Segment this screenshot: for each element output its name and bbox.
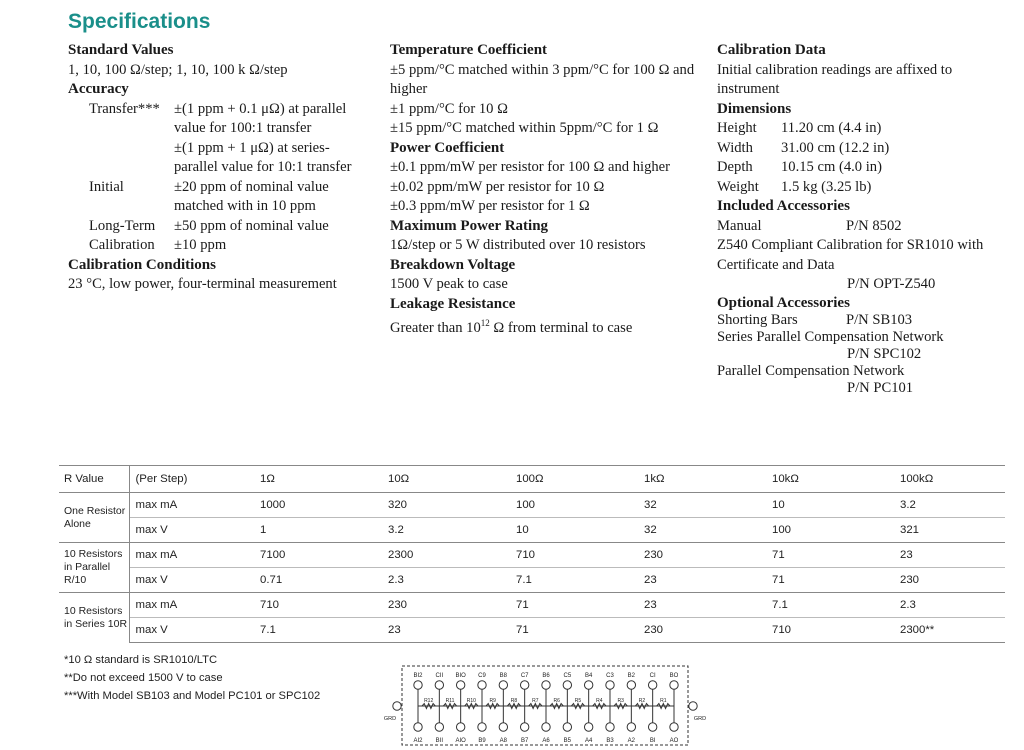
- table-row: [59, 518, 1005, 543]
- table-header-cell: R Value: [59, 466, 129, 493]
- terminal-bottom: [563, 723, 571, 731]
- terminal-bottom: [584, 723, 592, 731]
- table-header-cell: 100kΩ: [894, 466, 1005, 493]
- calibration-conditions-text: 23 °C, low power, four-terminal measurement: [68, 276, 337, 292]
- table-cell: 0.71: [254, 568, 382, 593]
- table-cell: 23: [382, 618, 510, 643]
- resistor-label: R11: [445, 698, 455, 704]
- depth-value: 10.15 cm (4.0 in): [781, 159, 882, 175]
- width-label: Width: [717, 139, 753, 156]
- terminal-top: [584, 681, 592, 689]
- breakdown-voltage-text: 1500 V peak to case: [390, 276, 508, 292]
- terminal-label-bottom: BII: [435, 738, 444, 744]
- terminal-label-bottom: A2: [627, 738, 636, 744]
- table-cell: 10: [510, 518, 638, 543]
- table-cell: max mA: [129, 493, 254, 518]
- calibration-data-heading: Calibration Data: [717, 42, 826, 58]
- manual-row: [717, 217, 1017, 237]
- terminal-bottom: [670, 723, 678, 731]
- table-row: [59, 618, 1005, 643]
- power-coefficient-heading: Power Coefficient: [390, 139, 505, 156]
- leakage-resistance-heading: Leakage Resistance: [390, 295, 516, 312]
- max-power-heading: Maximum Power Rating: [390, 217, 549, 234]
- table-cell: 71: [510, 618, 638, 643]
- table-cell: 7.1: [766, 593, 894, 618]
- terminal-label-top: B8: [499, 673, 508, 679]
- table-cell: 710: [254, 593, 382, 618]
- table-cell: 32: [638, 518, 766, 543]
- ratings-table-wrapper: [59, 465, 1005, 643]
- spcn-text: Series Parallel Compensation Network: [717, 328, 944, 345]
- terminal-label-bottom: B5: [563, 738, 572, 744]
- table-cell: 71: [510, 593, 638, 618]
- table-row: [59, 493, 1005, 518]
- table-cell: 7100: [254, 543, 382, 568]
- leakage-exponent: 12: [480, 318, 490, 328]
- terminal-label-bottom: AO: [669, 738, 679, 744]
- terminal-label-bottom: A4: [584, 738, 593, 744]
- table-cell: 710: [766, 618, 894, 643]
- longterm-value: ±50 ppm of nominal value: [174, 217, 329, 234]
- table-cell: 2.3: [894, 593, 1005, 618]
- dim-depth-row: [717, 158, 1017, 178]
- power-coefficient-2: ±0.02 ppm/mW per resistor for 10 Ω: [390, 178, 605, 195]
- table-cell: 32: [638, 493, 766, 518]
- terminal-bottom: [542, 723, 550, 731]
- resistor-label: R5: [574, 698, 582, 704]
- terminal-label-bottom: A6: [542, 738, 550, 744]
- resistor-label: R10: [466, 698, 476, 704]
- terminal-label-top: C3: [606, 673, 614, 679]
- accuracy-transfer-row: [68, 100, 368, 178]
- resistor-label: R8: [510, 698, 518, 704]
- resistor-label: R3: [617, 698, 624, 704]
- terminal-bottom: [499, 723, 507, 731]
- terminal-label-bottom: B7: [520, 738, 529, 744]
- footnote: ***With Model SB103 and Model PC101 or SPC102: [64, 690, 321, 702]
- terminal-top: [627, 681, 635, 689]
- accuracy-calibration-row: [68, 236, 368, 256]
- table-header-cell: 1kΩ: [638, 466, 766, 493]
- table-cell: 230: [638, 543, 766, 568]
- z540-part-number: P/N OPT-Z540: [847, 276, 936, 292]
- resistor-label: R12: [424, 698, 434, 704]
- terminal-top: [563, 681, 571, 689]
- terminal-top: [542, 681, 550, 689]
- table-cell: 230: [894, 568, 1005, 593]
- terminal-top: [435, 681, 443, 689]
- table-cell: 100: [510, 493, 638, 518]
- terminal-top: [478, 681, 486, 689]
- footnote: *10 Ω standard is SR1010/LTC: [64, 654, 218, 666]
- weight-label: Weight: [717, 178, 759, 195]
- table-header-cell: 1Ω: [254, 466, 382, 493]
- ground-label-left: GRD: [383, 716, 397, 722]
- table-cell: max mA: [129, 543, 254, 568]
- resistor-label: R9: [489, 698, 496, 704]
- terminal-label-bottom: A8: [499, 738, 508, 744]
- table-header-cell: (Per Step): [129, 466, 254, 493]
- table-cell: 7.1: [254, 618, 382, 643]
- width-value: 31.00 cm (12.2 in): [781, 139, 890, 156]
- terminal-label-top: CII: [435, 673, 444, 679]
- height-value: 11.20 cm (4.4 in): [781, 120, 882, 136]
- group-label: One Resistor Alone: [59, 493, 129, 543]
- terminal-label-top: B4: [584, 673, 593, 679]
- shorting-bars-label: Shorting Bars: [717, 311, 798, 328]
- terminal-top: [648, 681, 656, 689]
- ground-label-right: GRD: [693, 716, 707, 722]
- table-cell: 1000: [254, 493, 382, 518]
- spec-column-1: [68, 41, 368, 295]
- temperature-coefficient-3: ±15 ppm/°C matched within 5ppm/°C for 1 Ω: [390, 120, 659, 136]
- dim-weight-row: [717, 178, 1017, 198]
- dimensions-heading: Dimensions: [717, 100, 792, 117]
- spcn-part-number: P/N SPC102: [847, 345, 922, 362]
- standard-values-text: 1, 10, 100 Ω/step; 1, 10, 100 k Ω/step: [68, 61, 288, 78]
- resistor-label: R7: [532, 698, 539, 704]
- power-coefficient-3: ±0.3 ppm/mW per resistor for 1 Ω: [390, 198, 590, 214]
- table-cell: 320: [382, 493, 510, 518]
- breakdown-voltage-heading: Breakdown Voltage: [390, 256, 516, 273]
- table-cell: max V: [129, 518, 254, 543]
- resistor-label: R6: [553, 698, 560, 704]
- calibration-label: Calibration: [89, 237, 155, 253]
- terminal-bottom: [456, 723, 464, 731]
- terminal-label-top: BIO: [455, 673, 466, 679]
- table-cell: 7.1: [510, 568, 638, 593]
- manual-value: P/N 8502: [846, 217, 902, 234]
- terminal-label-top: B2: [627, 673, 636, 679]
- table-cell: 10: [766, 493, 894, 518]
- table-cell: max mA: [129, 593, 254, 618]
- leakage-resistance-text: [390, 314, 700, 338]
- calibration-data-text: Initial calibration readings are affixed to instrument: [717, 61, 953, 97]
- table-row: [59, 568, 1005, 593]
- table-cell: 230: [638, 618, 766, 643]
- accuracy-longterm-row: [68, 217, 368, 237]
- terminal-label-bottom: BI: [649, 738, 656, 744]
- temperature-coefficient-2: ±1 ppm/°C for 10 Ω: [390, 100, 508, 117]
- terminal-bottom: [435, 723, 443, 731]
- spec-column-2: [390, 41, 700, 338]
- table-cell: max V: [129, 618, 254, 643]
- terminal-top: [499, 681, 507, 689]
- terminal-label-bottom: AI2: [413, 738, 423, 744]
- table-cell: 23: [638, 593, 766, 618]
- terminal-top: [456, 681, 464, 689]
- page-title: Specifications: [68, 10, 211, 33]
- terminal-label-bottom: AIO: [455, 738, 466, 744]
- table-header-row: [59, 466, 1005, 493]
- terminal-label-top: CI: [649, 673, 656, 679]
- table-cell: 230: [382, 593, 510, 618]
- dim-width-row: [717, 139, 1017, 159]
- terminal-top: [520, 681, 528, 689]
- initial-value: ±20 ppm of nominal value matched with in 10 ppm: [174, 178, 329, 214]
- transfer-label: Transfer***: [89, 100, 160, 117]
- terminal-bottom: [606, 723, 614, 731]
- table-cell: 3.2: [382, 518, 510, 543]
- table-cell: 2300**: [894, 618, 1005, 643]
- resistor-label: R4: [596, 698, 603, 704]
- group-label: 10 Resistors in Parallel R/10: [59, 543, 129, 593]
- shorting-bars-row: [717, 312, 1017, 329]
- table-row: [59, 543, 1005, 568]
- accuracy-heading: Accuracy: [68, 81, 129, 97]
- terminal-top: [414, 681, 422, 689]
- terminal-bottom: [627, 723, 635, 731]
- terminal-top: [670, 681, 678, 689]
- resistor-label: R2: [638, 698, 646, 704]
- max-power-text: 1Ω/step or 5 W distributed over 10 resistors: [390, 237, 646, 253]
- ground-terminal-right: [689, 702, 697, 710]
- table-cell: 710: [510, 543, 638, 568]
- manual-label: Manual: [717, 217, 762, 234]
- table-header-cell: 10kΩ: [766, 466, 894, 493]
- z540-text: Z540 Compliant Calibration for SR1010 with Certificate and Data: [717, 237, 984, 273]
- shorting-bars-value: P/N SB103: [846, 311, 913, 328]
- initial-label: Initial: [89, 178, 124, 195]
- leakage-post: Ω from terminal to case: [489, 319, 633, 336]
- footnotes: [64, 651, 320, 705]
- table-cell: 23: [894, 543, 1005, 568]
- table-cell: max V: [129, 568, 254, 593]
- calibration-conditions-heading: Calibration Conditions: [68, 256, 216, 273]
- table-cell: 2300: [382, 543, 510, 568]
- terminal-bottom: [414, 723, 422, 731]
- table-cell: 3.2: [894, 493, 1005, 518]
- included-accessories-heading: Included Accessories: [717, 198, 850, 214]
- footnote: **Do not exceed 1500 V to case: [64, 672, 223, 684]
- table-cell: 100: [766, 518, 894, 543]
- terminal-label-top: B6: [542, 673, 550, 679]
- spec-column-3: [717, 41, 1017, 397]
- standard-values-heading: Standard Values: [68, 42, 174, 58]
- height-label: Height: [717, 120, 757, 136]
- depth-label: Depth: [717, 159, 753, 175]
- table-header-cell: 10Ω: [382, 466, 510, 493]
- transfer-value-2: ±(1 ppm + 1 μΩ) at series-parallel value for 10:1 transfer: [174, 139, 352, 175]
- temperature-coefficient-heading: Temperature Coefficient: [390, 42, 548, 58]
- resistor-network-schematic: [380, 663, 710, 748]
- table-cell: 23: [638, 568, 766, 593]
- dim-height-row: [717, 119, 1017, 139]
- table-row: [59, 593, 1005, 618]
- pcn-text: Parallel Compensation Network: [717, 362, 905, 379]
- table-header-cell: 100Ω: [510, 466, 638, 493]
- resistor-label: R1: [660, 698, 667, 704]
- table-cell: 2.3: [382, 568, 510, 593]
- table-cell: 71: [766, 543, 894, 568]
- table-cell: 321: [894, 518, 1005, 543]
- terminal-top: [606, 681, 614, 689]
- terminal-bottom: [648, 723, 656, 731]
- group-label: 10 Resistors in Series 10R: [59, 593, 129, 643]
- terminal-bottom: [478, 723, 486, 731]
- ratings-table: [59, 465, 1005, 643]
- table-cell: 1: [254, 518, 382, 543]
- pcn-part-number: P/N PC101: [847, 379, 914, 396]
- terminal-label-bottom: B3: [606, 738, 614, 744]
- accuracy-initial-row: [68, 178, 368, 217]
- terminal-bottom: [520, 723, 528, 731]
- calibration-value: ±10 ppm: [174, 237, 227, 253]
- optional-accessories-heading: Optional Accessories: [717, 294, 850, 311]
- terminal-label-top: C9: [478, 673, 486, 679]
- weight-value: 1.5 kg (3.25 lb): [781, 178, 872, 195]
- terminal-label-top: C7: [520, 673, 529, 679]
- table-cell: 71: [766, 568, 894, 593]
- terminal-label-bottom: B9: [478, 738, 486, 744]
- terminal-label-top: C5: [563, 673, 572, 679]
- longterm-label: Long-Term: [89, 217, 156, 234]
- ground-terminal-left: [393, 702, 401, 710]
- terminal-label-top: BI2: [413, 673, 423, 679]
- transfer-value-1: ±(1 ppm + 0.1 μΩ) at parallel value for 100:1 transfer: [174, 100, 347, 136]
- leakage-pre: Greater than 10: [390, 319, 481, 336]
- power-coefficient-1: ±0.1 ppm/mW per resistor for 100 Ω and higher: [390, 159, 671, 175]
- temperature-coefficient-1: ±5 ppm/°C matched within 3 ppm/°C for 100 Ω and higher: [390, 61, 695, 97]
- terminal-label-top: BO: [669, 673, 679, 679]
